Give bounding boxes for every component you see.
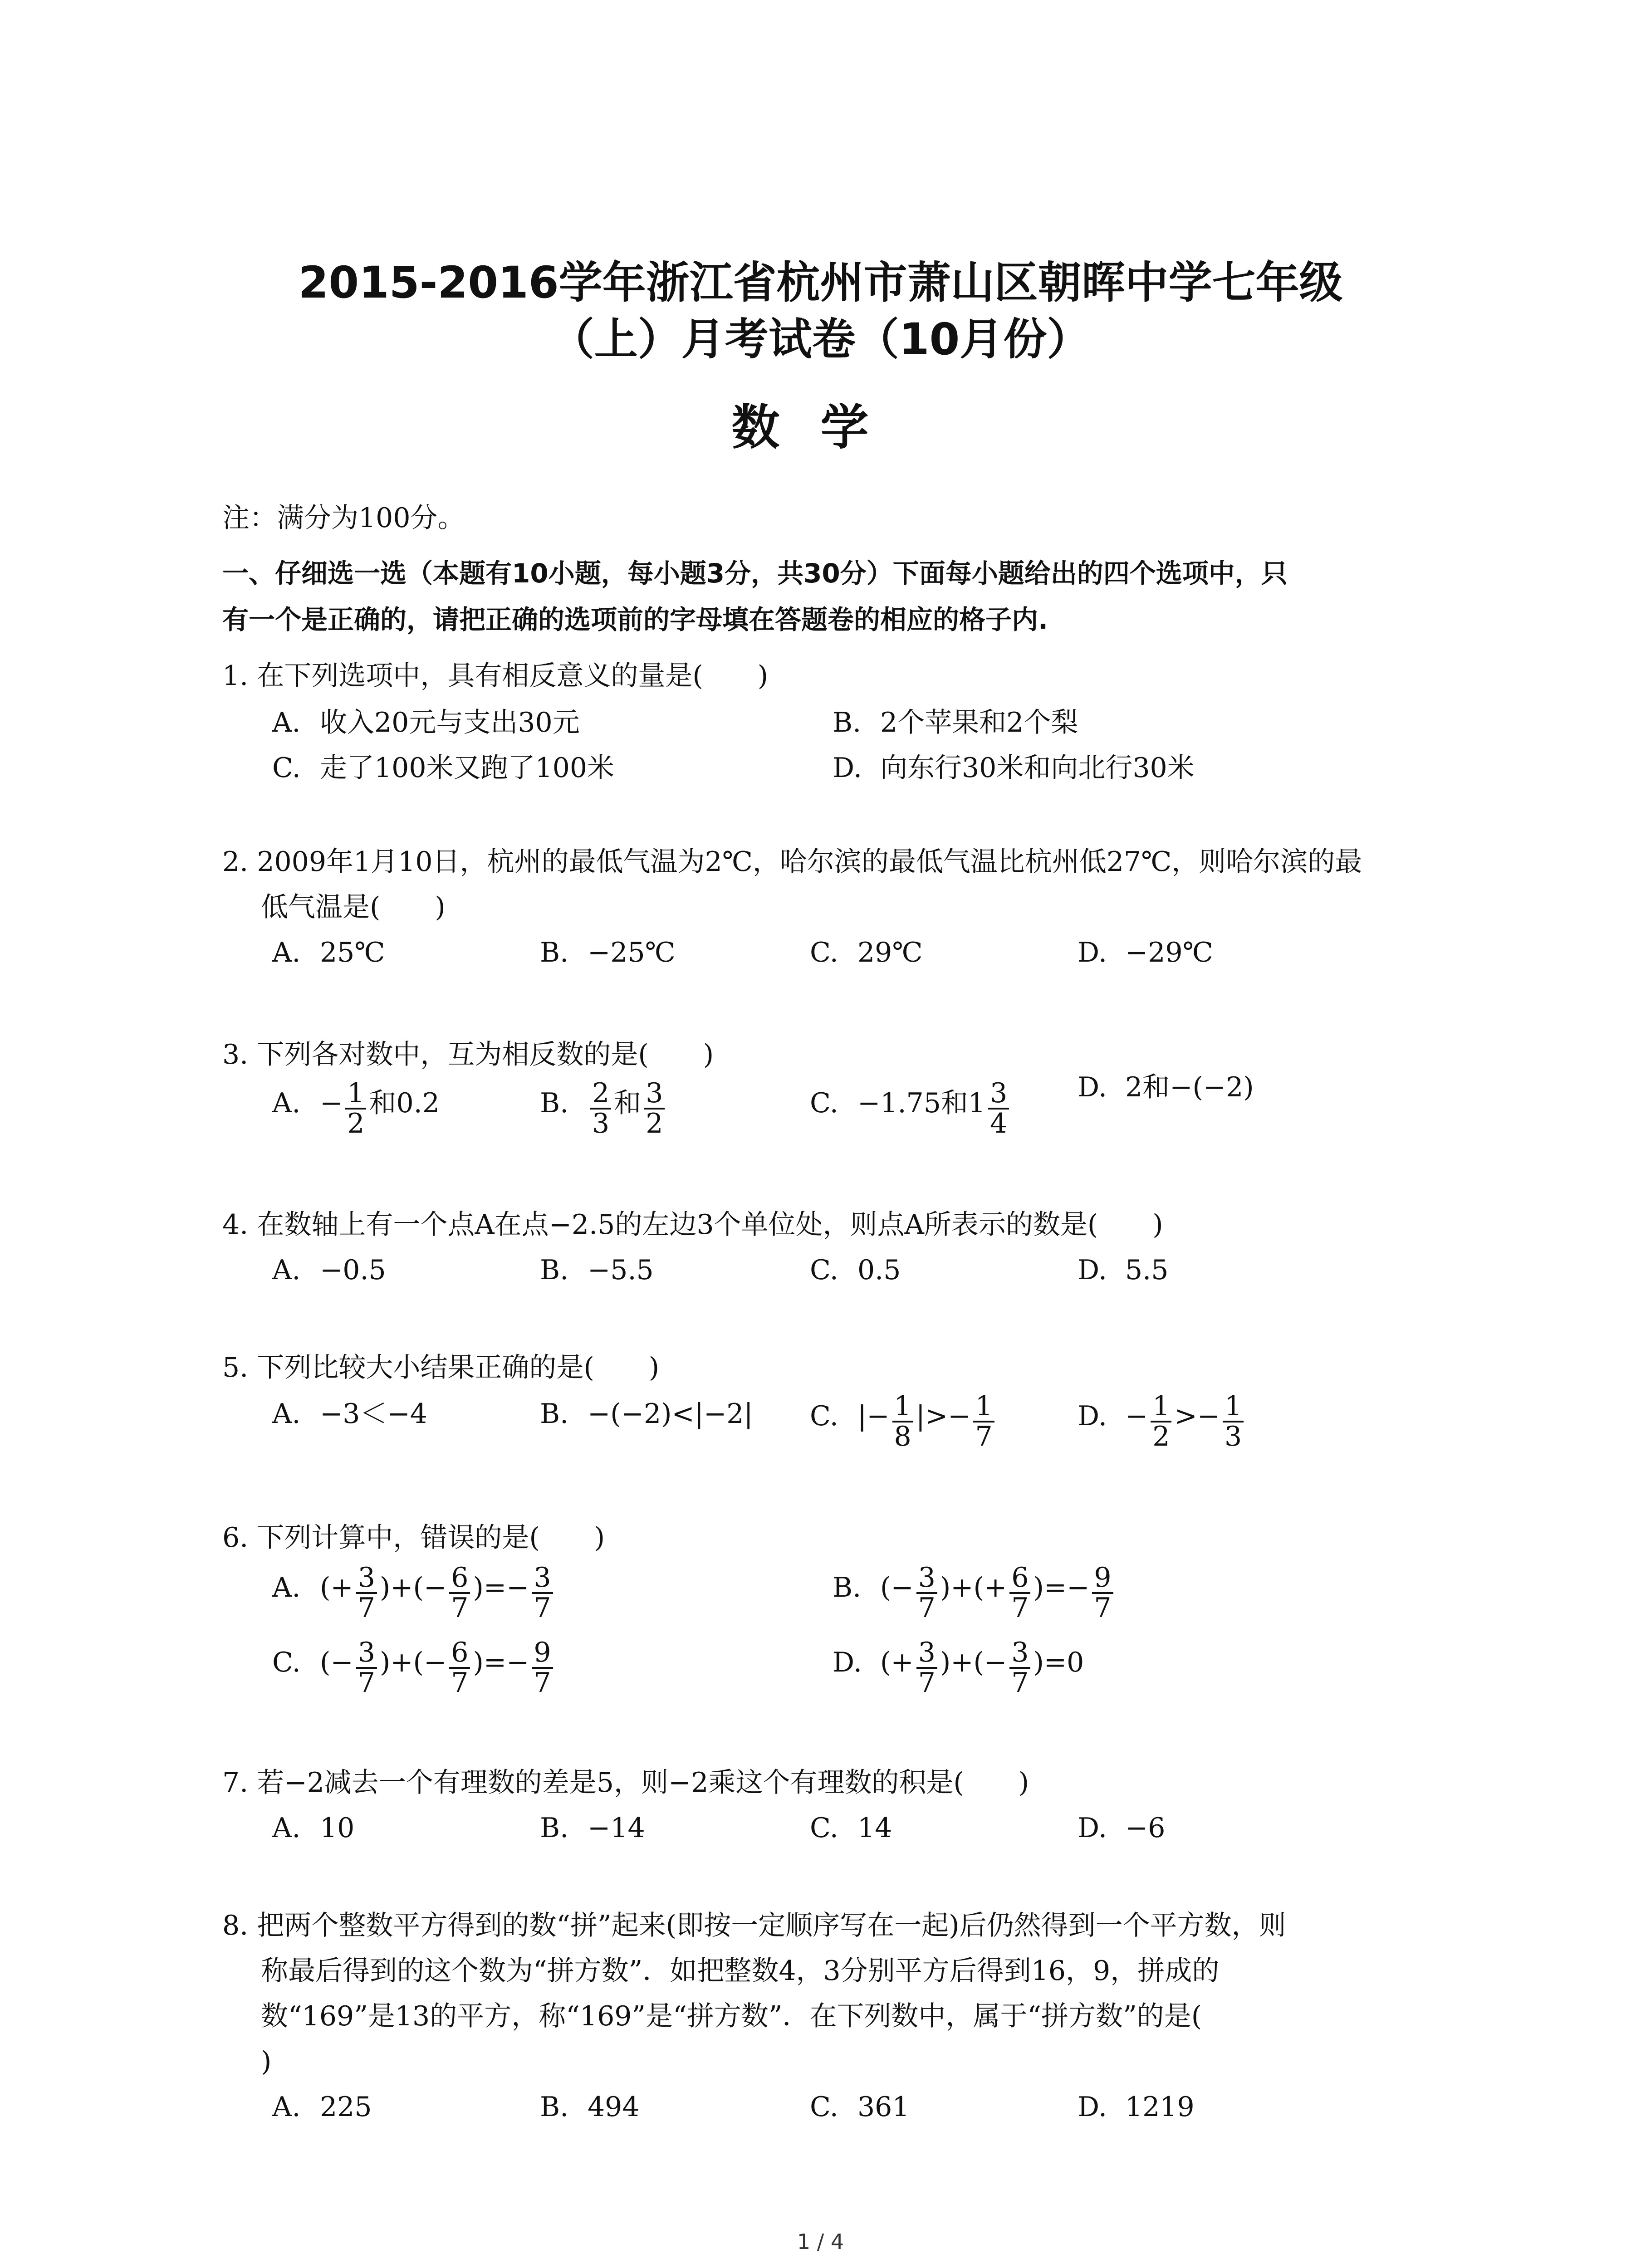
fraction: [988, 1079, 1009, 1138]
numerator: 3: [358, 1562, 375, 1593]
math-text: )+(−: [940, 1647, 1007, 1678]
denominator: 3: [590, 1108, 611, 1138]
option-text: 225: [320, 2091, 372, 2123]
option-label: C.: [272, 752, 301, 784]
question-5-option-b: [540, 1398, 753, 1430]
numerator: 1: [975, 1390, 993, 1422]
numerator: 3: [918, 1562, 936, 1593]
question-5-option-c: [810, 1387, 997, 1452]
denominator: 7: [916, 1667, 937, 1697]
question-5-stem: 5. 下列比较大小结果正确的是( ): [222, 1352, 660, 1383]
section-1-instructions-line-1: 一、仔细选一选（本题有10小题，每小题3分，共30分）下面每小题给出的四个选项中，只: [222, 558, 1288, 589]
question-4-option-d: [1078, 1256, 1168, 1284]
question-2-stem-line-1: 2. 2009年1月10日，杭州的最低气温为2℃，哈尔滨的最低气温比杭州低27℃，则哈尔滨的最: [222, 846, 1362, 878]
page-number: 1 / 4: [797, 2229, 844, 2254]
numerator: 1: [1225, 1390, 1242, 1422]
fraction: [892, 1392, 913, 1451]
option-label: D.: [1078, 937, 1107, 968]
fraction: [345, 1079, 366, 1138]
question-5-option-d: [1078, 1387, 1246, 1452]
numerator: 6: [451, 1562, 469, 1593]
question-1-option-a: [272, 709, 580, 736]
option-text: 25℃: [320, 937, 385, 968]
question-8-option-b: [540, 2093, 640, 2121]
option-text: 29℃: [857, 937, 923, 968]
math-text: )=−: [1033, 1572, 1090, 1603]
question-6-option-c: [272, 1633, 556, 1699]
fraction: [1009, 1564, 1030, 1623]
math-text: (+: [880, 1647, 914, 1678]
option-text: 2和−(−2): [1125, 1071, 1254, 1103]
fraction: [449, 1564, 470, 1623]
option-label: B.: [540, 1398, 569, 1430]
question-8-stem-line-2: 称最后得到的这个数为“拼方数”．如把整数4，3分别平方后得到16，9，拼成的: [261, 1955, 1220, 1987]
math-text: (−: [320, 1647, 353, 1678]
denominator: 3: [1223, 1421, 1244, 1451]
option-label: C.: [810, 937, 838, 968]
denominator: 2: [345, 1108, 366, 1138]
question-8-option-a: [272, 2093, 372, 2121]
math-text: 和: [614, 1087, 642, 1119]
option-text: 361: [857, 2091, 910, 2123]
option-label: A.: [272, 1087, 301, 1119]
fraction: [973, 1392, 994, 1451]
question-4-stem: 4. 在数轴上有一个点A在点−2.5的左边3个单位处，则点A所表示的数是( ): [222, 1209, 1163, 1241]
math-text: )=−: [473, 1572, 529, 1603]
question-7-option-b: [540, 1814, 645, 1842]
option-label: B.: [540, 2091, 569, 2123]
denominator: 7: [532, 1667, 553, 1697]
option-label: B.: [540, 937, 569, 968]
fraction: [449, 1638, 470, 1697]
fraction: [1009, 1638, 1030, 1697]
option-text: −6: [1125, 1812, 1166, 1844]
option-label: A.: [272, 1572, 301, 1603]
math-text: )=−: [473, 1647, 529, 1678]
option-label: B.: [833, 1572, 862, 1603]
exam-title-line-2: （上）月考试卷（10月份）: [550, 314, 1091, 365]
question-3-stem: 3. 下列各对数中，互为相反数的是( ): [222, 1039, 714, 1070]
question-7-stem: 7. 若−2减去一个有理数的差是5，则−2乘这个有理数的积是( ): [222, 1767, 1029, 1799]
option-text: −(−2)<|−2|: [588, 1398, 753, 1430]
option-text: 2个苹果和2个梨: [880, 707, 1078, 738]
question-7-option-a: [272, 1814, 354, 1842]
math-text: >−: [1174, 1400, 1220, 1432]
option-text: 收入20元与支出30元: [320, 707, 580, 738]
question-1-option-d: [833, 754, 1195, 782]
fraction: [356, 1638, 377, 1697]
numerator: 1: [1152, 1390, 1170, 1422]
section-1-instructions-line-2: 有一个是正确的，请把正确的选项前的字母填在答题卷的相应的格子内.: [222, 604, 1048, 635]
numerator: 6: [1011, 1562, 1029, 1593]
numerator: 3: [646, 1077, 663, 1109]
question-1-stem: 1. 在下列选项中，具有相反意义的量是( ): [222, 660, 769, 692]
math-text: (+: [320, 1572, 353, 1603]
math-text: )=0: [1033, 1647, 1084, 1678]
option-text: 10: [320, 1812, 355, 1844]
option-label: B.: [540, 1812, 569, 1844]
question-8-stem-line-3: 数“169”是13的平方，称“169”是“拼方数”．在下列数中，属于“拼方数”的是(: [261, 2000, 1202, 2032]
denominator: 7: [1092, 1592, 1113, 1623]
question-2-option-d: [1078, 939, 1213, 966]
fraction: [916, 1564, 937, 1623]
fraction: [644, 1079, 665, 1138]
option-text: −14: [588, 1812, 645, 1844]
math-text: (−: [880, 1572, 914, 1603]
question-8-stem-line-4: ): [261, 2046, 272, 2077]
numerator: 2: [592, 1077, 610, 1109]
math-text: 和0.2: [369, 1087, 440, 1119]
math-text: −: [1125, 1400, 1148, 1432]
math-text: −: [320, 1087, 343, 1119]
option-text: −5.5: [588, 1254, 654, 1286]
option-label: A.: [272, 1254, 301, 1286]
question-2-option-c: [810, 939, 922, 966]
numerator: 3: [918, 1637, 936, 1668]
denominator: 7: [449, 1667, 470, 1697]
question-6-option-d: [833, 1633, 1084, 1699]
numerator: 1: [894, 1390, 911, 1422]
option-label: D.: [1078, 1071, 1107, 1103]
option-text: 14: [857, 1812, 892, 1844]
numerator: 3: [534, 1562, 551, 1593]
question-6-stem: 6. 下列计算中，错误的是( ): [222, 1522, 605, 1554]
question-4-option-a: [272, 1256, 386, 1284]
numerator: 9: [1094, 1562, 1112, 1593]
option-label: C.: [810, 1087, 838, 1119]
option-label: D.: [833, 1647, 862, 1678]
option-label: A.: [272, 1812, 301, 1844]
denominator: 4: [988, 1108, 1009, 1138]
denominator: 7: [356, 1592, 377, 1623]
fraction: [1223, 1392, 1244, 1451]
option-label: A.: [272, 937, 301, 968]
question-3-option-a: [272, 1074, 440, 1139]
denominator: 2: [1151, 1421, 1171, 1451]
exam-title-line-1: 2015-2016学年浙江省杭州市萧山区朝晖中学七年级: [298, 257, 1343, 308]
denominator: 2: [644, 1108, 665, 1138]
option-label: B.: [833, 707, 862, 738]
denominator: 7: [973, 1421, 994, 1451]
question-2-option-a: [272, 939, 385, 966]
subject-heading: 数学: [731, 400, 910, 455]
math-text: )+(−: [379, 1572, 447, 1603]
option-text: −29℃: [1125, 937, 1213, 968]
option-label: C.: [810, 1254, 838, 1286]
option-label: D.: [1078, 1254, 1107, 1286]
math-text: |−: [857, 1400, 890, 1432]
question-6-option-b: [833, 1558, 1116, 1624]
math-text: |>−: [916, 1400, 971, 1432]
question-2-option-b: [540, 939, 676, 966]
option-text: 1219: [1125, 2091, 1195, 2123]
denominator: 7: [356, 1667, 377, 1697]
option-label: C.: [810, 1400, 838, 1432]
option-label: C.: [272, 1647, 301, 1678]
question-7-option-d: [1078, 1814, 1165, 1842]
exam-note: 注：满分为100分。: [222, 502, 465, 534]
fraction: [590, 1079, 611, 1138]
numerator: 3: [358, 1637, 375, 1668]
option-label: C.: [810, 2091, 838, 2123]
option-label: D.: [1078, 1812, 1107, 1844]
fraction: [532, 1564, 553, 1623]
denominator: 7: [916, 1592, 937, 1623]
option-label: D.: [1078, 2091, 1107, 2123]
option-label: D.: [1078, 1400, 1107, 1432]
question-8-option-d: [1078, 2093, 1195, 2121]
question-1-option-b: [833, 709, 1078, 736]
question-8-option-c: [810, 2093, 910, 2121]
option-label: A.: [272, 1398, 301, 1430]
option-text: 494: [588, 2091, 640, 2123]
numerator: 3: [1011, 1637, 1029, 1668]
denominator: 7: [449, 1592, 470, 1623]
option-label: B.: [540, 1254, 569, 1286]
fraction: [916, 1638, 937, 1697]
option-text: 5.5: [1125, 1254, 1169, 1286]
option-label: B.: [540, 1087, 569, 1119]
question-3-option-c: [810, 1074, 1012, 1139]
question-7-option-c: [810, 1814, 892, 1842]
question-1-option-c: [272, 754, 614, 782]
option-label: A.: [272, 707, 301, 738]
question-3-option-d: [1078, 1071, 1254, 1103]
numerator: 1: [347, 1077, 365, 1109]
numerator: 3: [990, 1077, 1008, 1109]
denominator: 7: [532, 1592, 553, 1623]
option-label: C.: [810, 1812, 838, 1844]
fraction: [1092, 1564, 1113, 1623]
option-label: A.: [272, 2091, 301, 2123]
math-text: )+(+: [940, 1572, 1007, 1603]
option-text: −0.5: [320, 1254, 386, 1286]
option-label: D.: [833, 752, 862, 784]
question-3-option-b: [540, 1074, 667, 1139]
numerator: 6: [451, 1637, 469, 1668]
question-2-stem-line-2: 低气温是( ): [261, 891, 446, 923]
denominator: 7: [1009, 1592, 1030, 1623]
option-text: 向东行30米和向北行30米: [880, 752, 1195, 784]
fraction: [1151, 1392, 1171, 1451]
question-8-stem-line-1: 8. 把两个整数平方得到的数“拼”起来(即按一定顺序写在一起)后仍然得到一个平方数，则: [222, 1910, 1286, 1941]
question-4-option-c: [810, 1256, 901, 1284]
question-4-option-b: [540, 1256, 654, 1284]
numerator: 9: [534, 1637, 551, 1668]
option-text: −3＜−4: [320, 1398, 427, 1430]
denominator: 7: [1009, 1667, 1030, 1697]
option-text: 走了100米又跑了100米: [320, 752, 615, 784]
math-text: −1.75和1: [857, 1087, 986, 1119]
option-text: 0.5: [857, 1254, 901, 1286]
question-5-option-a: [272, 1398, 427, 1430]
option-text: −25℃: [588, 937, 676, 968]
fraction: [532, 1638, 553, 1697]
denominator: 8: [892, 1421, 913, 1451]
question-6-option-a: [272, 1558, 556, 1624]
fraction: [356, 1564, 377, 1623]
math-text: )+(−: [379, 1647, 447, 1678]
